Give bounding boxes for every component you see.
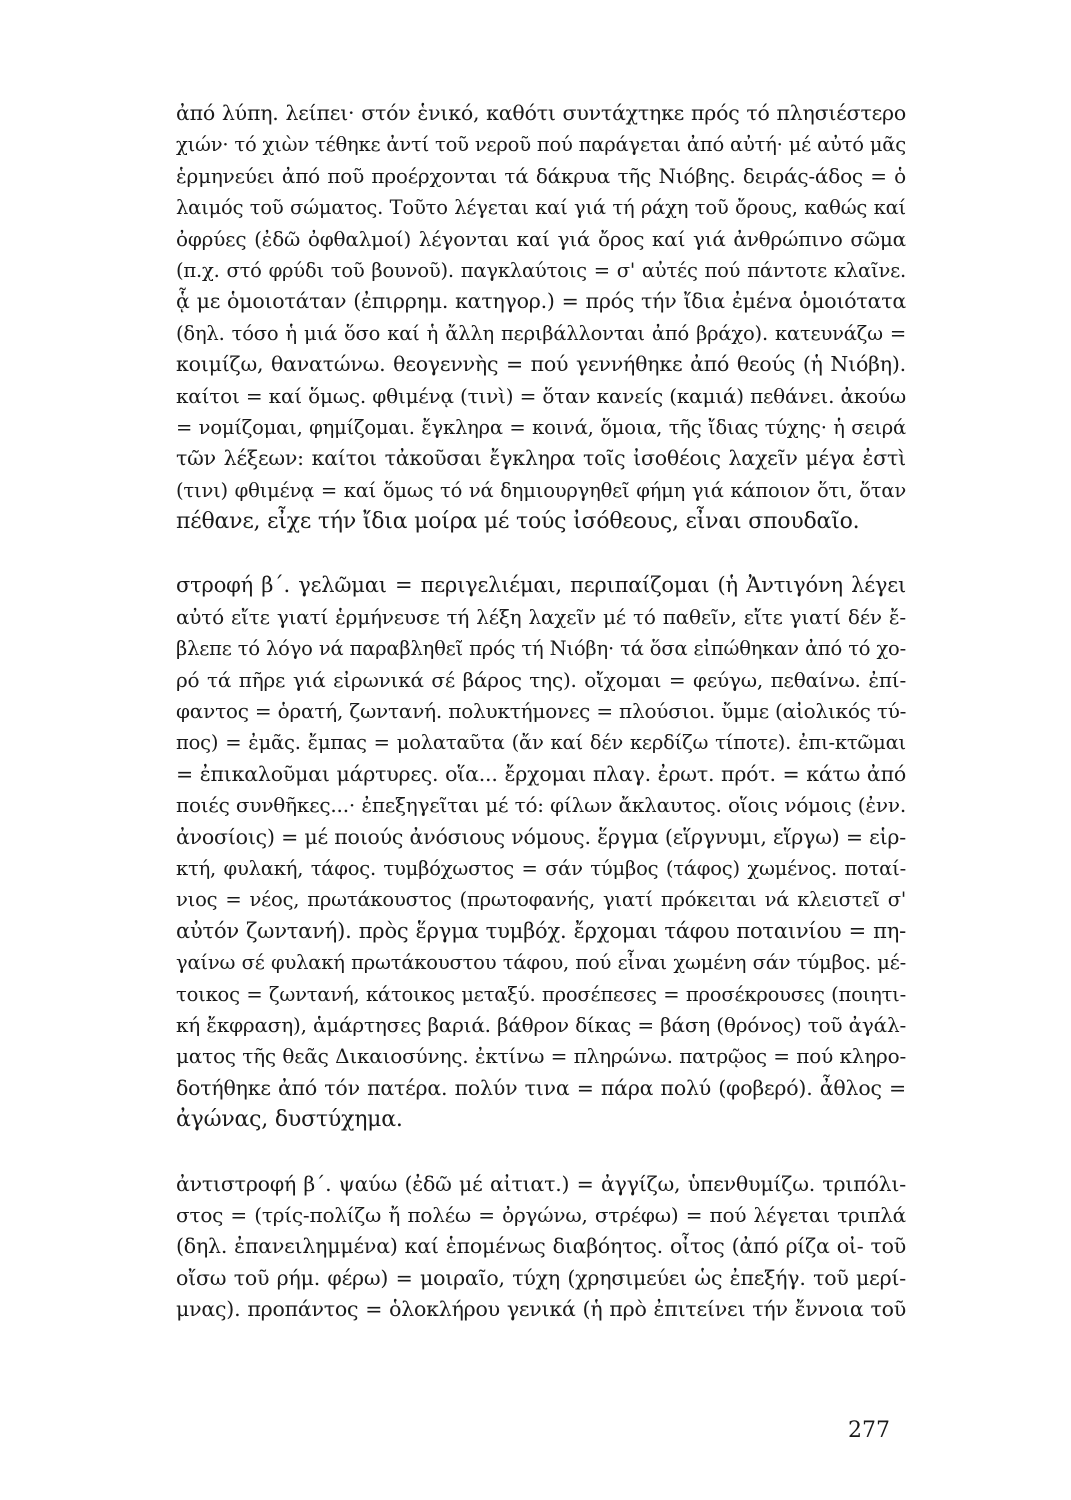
text-line: χιών· τό χιὼν τέθηκε ἀντί τοῦ νεροῦ πού παράγεται ἀπό αὐτή· μέ αὐτό μᾶς [176, 133, 906, 157]
text-line: φαντος = ὁρατή, ζωντανή. πολυκτήμονες = πλούσιοι. ὔμμε (αἰολικός τύ- [176, 699, 907, 724]
text-line: βλεπε τό λόγο νά παραβληθεῖ πρός τή Νιόβη· τά ὅσα εἰπώθηκαν ἀπό τό χο- [176, 637, 906, 661]
text-line: ποιές συνθῆκες...· ἐπεξηγεῖται μέ τό: φίλων ἄκλαυτος. οἵοις νόμοις (ἐνν. [176, 793, 906, 818]
text-line: αὐτό εἴτε γιατί ἑρμήνευσε τή λέξη λαχεῖν μέ τό παθεῖν, εἴτε γιατί δέν ἔ- [176, 604, 906, 629]
text-line: πέθανε, εἶχε τήν ἴδια μοίρα μέ τούς ἰσόθεους, εἶναι σπουδαῖο. [176, 509, 860, 535]
text-line: οἴσω τοῦ ρήμ. φέρω) = μοιραῖο, τύχη (χρησιμεύει ὡς ἐπεξήγ. τοῦ μερί- [176, 1265, 906, 1290]
paragraph-spacer [176, 1136, 906, 1169]
text-line: μνας). προπάντος = ὁλοκλήρου γενικά (ἡ πρὸ ἐπιτείνει τήν ἔννοια τοῦ [176, 1297, 906, 1322]
text-line: ἀπό λύπη. λείπει· στόν ἑνικό, καθότι συντάχτηκε πρός τό πλησιέστερο [176, 101, 906, 125]
text-line: ἀγώνας, δυστύχημα. [176, 1107, 403, 1133]
text-line: δοτήθηκε ἀπό τόν πατέρα. πολύν τινα = πάρα πολύ (φοβερό). ἆθλος = [176, 1075, 906, 1100]
text-line: ᾇ με ὁμοιοτάταν (ἐπιρρημ. κατηγορ.) = πρός τήν ἴδια ἐμένα ὁμοιότατα [176, 289, 906, 314]
text-line: (τινι) φθιμένᾳ = καί ὅμως τό νά δημιουργηθεῖ φήμη γιά κάποιον ὅτι, ὅταν [176, 478, 906, 502]
text-line: (δηλ. ἐπανειλημμένα) καί ἑπομένως διαβόητος. οἶτος (ἀπό ρίζα οἰ- τοῦ [176, 1234, 906, 1259]
text-line: ρό τά πῆρε γιά εἰρωνικά σέ βάρος της). οἴχομαι = φεύγω, πεθαίνω. ἐπί- [176, 667, 906, 692]
text-line: κή ἔκφραση), ἁμάρτησες βαριά. βάθρον δίκας = βάση (θρόνος) τοῦ ἀγάλ- [176, 1012, 906, 1037]
text-line: κοιμίζω, θανατώνω. θεογεννὴς = πού γεννήθηκε ἀπό θεούς (ἡ Νιόβη). [176, 352, 906, 377]
text-line: αὐτόν ζωντανή). πρὸς ἕργμα τυμβόχ. ἔρχομαι τάφου ποταινίου = πη- [176, 918, 906, 943]
paragraph-antistrophe-b [176, 1169, 906, 1326]
text-line: στροφή β΄. γελῶμαι = περιγελιέμαι, περιπαίζομαι (ἡ Ἀντιγόνη λέγει [176, 573, 906, 598]
paragraph-commentary-1 [176, 98, 906, 537]
text-line: ἑρμηνεύει ἀπό ποῦ προέρχονται τά δάκρυα τῆς Νιόβης. δειράς-άδος = ὁ [176, 163, 906, 188]
page-number: 277 [848, 1418, 890, 1443]
text-line: στος = (τρίς-πολίζω ἤ πολέω = ὀργώνω, στρέφω) = πού λέγεται τριπλά [176, 1202, 906, 1227]
paragraph-spacer [176, 537, 906, 570]
text-line: τῶν λέξεων: καίτοι τἀκοῦσαι ἔγκληρα τοῖς ἰσοθέοις λαχεῖν μέγα ἐστὶ [176, 446, 906, 471]
text-line: λαιμός τοῦ σώματος. Τοῦτο λέγεται καί γιά τή ράχη τοῦ ὄρους, καθώς καί [176, 196, 906, 220]
text-line: νιος = νέος, πρωτάκουστος (πρωτοφανής, γιατί πρόκειται νά κλειστεῖ σ' [176, 888, 906, 912]
text-line: καίτοι = καί ὅμως. φθιμένᾳ (τινὶ) = ὅταν κανείς (καμιά) πεθάνει. ἀκούω [176, 383, 906, 408]
text-line: ματος τῆς θεᾶς Δικαιοσύνης. ἐκτίνω = πληρώνω. πατρῷος = πού κληρο- [176, 1044, 906, 1069]
text-line: (π.χ. στό φρύδι τοῦ βουνοῦ). παγκλαύτοις = σ' αὐτές πού πάντοτε κλαῖνε. [176, 258, 906, 282]
text-line: = νομίζομαι, φημίζομαι. ἔγκληρα = κοινά, ὅμοια, τῆς ἴδιας τύχης· ἡ σειρά [176, 415, 906, 439]
text-line: (δηλ. τόσο ἡ μιά ὅσο καί ἡ ἄλλη περιβάλλονται ἀπό βράχο). κατευνάζω = [176, 321, 906, 345]
text-line: πος) = ἐμᾶς. ἔμπας = μολαταῦτα (ἄν καί δέν κερδίζω τίποτε). ἐπι-κτῶμαι [176, 731, 906, 755]
page-body [176, 98, 906, 1325]
text-line: = ἐπικαλοῦμαι μάρτυρες. οἵα... ἔρχομαι πλαγ. ἐρωτ. πρότ. = κάτω ἀπό [176, 761, 906, 786]
text-line: ἀντιστροφή β΄. ψαύω (ἐδῶ μέ αἰτιατ.) = ἀγγίζω, ὑπενθυμίζω. τριπόλι- [176, 1171, 906, 1196]
text-line: γαίνω σέ φυλακή πρωτάκουστου τάφου, πού εἶναι χωμένη σάν τύμβος. μέ- [176, 951, 906, 975]
paragraph-strophe-b [176, 570, 906, 1135]
text-line: ἀνοσίοις) = μέ ποιούς ἀνόσιους νόμους. ἕργμα (εἵργνυμι, εἵργω) = εἱρ- [176, 824, 906, 849]
text-line: τοικος = ζωντανή, κάτοικος μεταξύ. προσέπεσες = προσέκρουσες (ποιητι- [176, 982, 906, 1006]
text-line: ὀφρύες (ἐδῶ ὀφθαλμοί) λέγονται καί γιά ὄρος καί γιά ἀνθρώπινο σῶμα [176, 226, 906, 251]
text-line: κτή, φυλακή, τάφος. τυμβόχωστος = σάν τύμβος (τάφος) χωμένος. ποταί- [176, 856, 906, 880]
